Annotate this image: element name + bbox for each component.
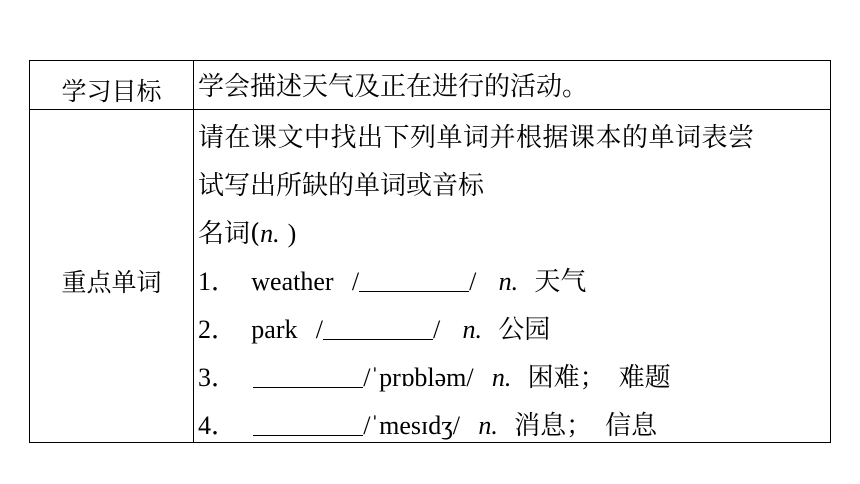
phonetic-slash-open: / — [315, 315, 323, 344]
word-item — [198, 363, 671, 393]
item-pos: n. — [478, 411, 498, 440]
key-words-label: 重点单词 — [61, 268, 162, 297]
item-meaning: 困难； 难题 — [527, 363, 671, 393]
section-heading-abbr: n. — [260, 219, 280, 248]
section-heading-cn: 名词( — [198, 219, 261, 249]
item-meaning: 天气 — [534, 267, 587, 297]
phonetic-blank[interactable] — [359, 269, 469, 292]
learning-goal-label: 学习目标 — [61, 77, 162, 106]
instruction-line-1: 请在课文中找出下列单词并根据课本的单词表尝 — [198, 123, 755, 153]
phonetic-slash-close: / — [432, 315, 441, 344]
phonetic-slash-close: / — [469, 267, 477, 296]
item-pos: n. — [462, 315, 482, 344]
column-divider — [193, 61, 194, 442]
word-blank[interactable] — [253, 413, 363, 436]
word-item — [198, 315, 550, 345]
item-number: 3． — [198, 363, 238, 392]
section-heading — [198, 219, 296, 249]
phonetic-blank[interactable] — [323, 317, 433, 340]
item-word: park — [251, 315, 298, 344]
word-item — [198, 267, 586, 297]
learning-goal-content: 学会描述天气及正在进行的活动。 — [198, 72, 589, 102]
instruction-line-2: 试写出所缺的单词或音标 — [198, 171, 485, 201]
phonetic-slash-open: / — [351, 267, 360, 296]
item-word: weather — [251, 267, 334, 296]
item-meaning: 消息； 信息 — [514, 411, 658, 441]
item-number: 1． — [198, 267, 238, 296]
item-phonetic: /ˈmesɪdʒ/ — [363, 411, 461, 440]
item-pos: n. — [498, 267, 519, 296]
item-meaning: 公园 — [498, 315, 551, 345]
item-phonetic: /ˈprɒbləm/ — [363, 363, 474, 392]
row-divider — [30, 109, 830, 110]
vocabulary-table — [29, 60, 831, 443]
item-number: 2． — [198, 315, 238, 344]
word-blank[interactable] — [253, 365, 363, 388]
item-number: 4． — [198, 411, 238, 440]
item-pos: n. — [491, 363, 512, 392]
section-heading-close: ) — [287, 219, 297, 248]
word-item — [198, 411, 657, 441]
